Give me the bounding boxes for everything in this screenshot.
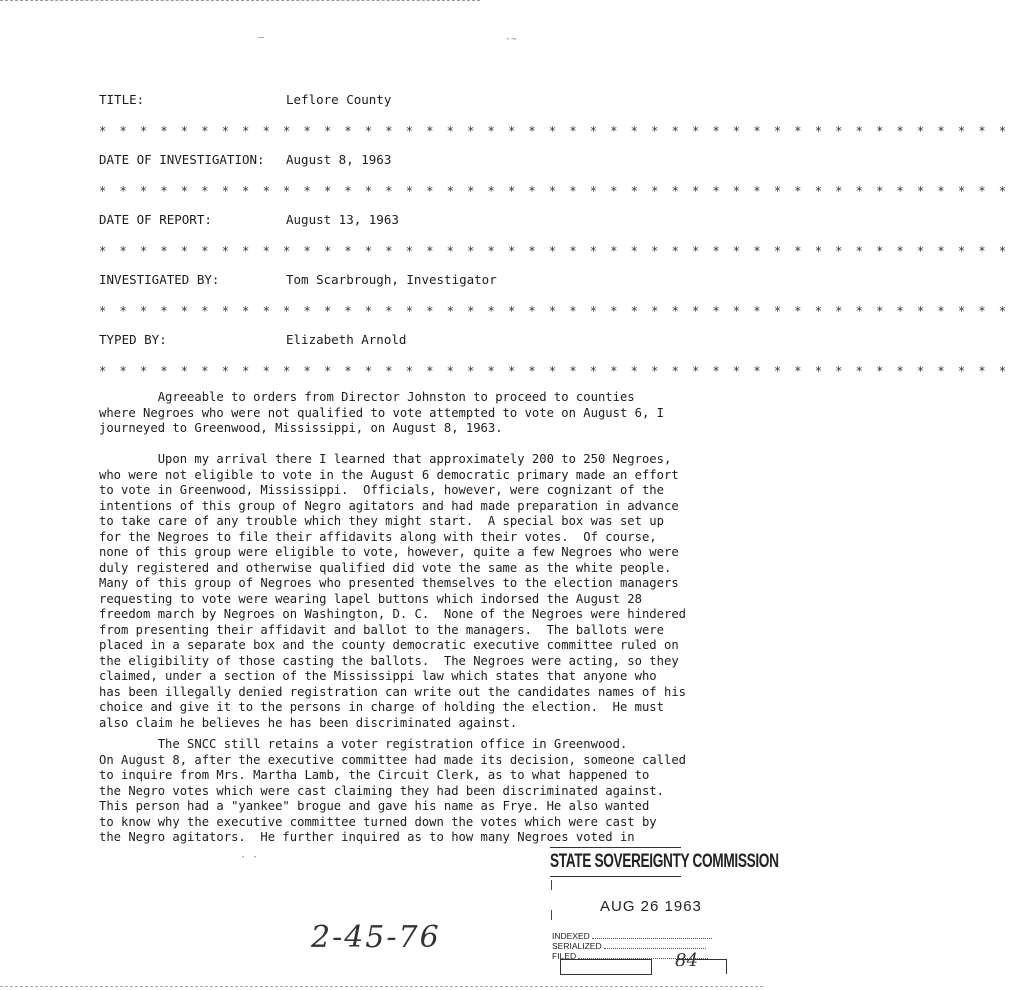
typed-by-label: TYPED BY: xyxy=(99,332,167,347)
body-paragraph-1: Agreeable to orders from Director Johnston to proceed to counties where Negroes who were not qualified to vote attempted to vote on August 6, I journeyed to Greenwood, Mississippi, on August 8, 1963. xyxy=(99,390,664,435)
stamp-indexed-label: INDEXED xyxy=(552,931,590,941)
stamp-filed-label: FILED xyxy=(552,951,577,961)
received-stamp xyxy=(548,845,779,975)
scan-mark: ·~ xyxy=(505,34,518,45)
title-field xyxy=(99,92,392,107)
date-of-report-field xyxy=(99,212,399,227)
title-value: Leflore County xyxy=(286,92,392,107)
separator-stars: * * * * * * * * * * * * * * * * * * * * * * * * * * * * * * * * * * * * * * * * * * * * * xyxy=(99,184,1009,198)
separator-stars: * * * * * * * * * * * * * * * * * * * * * * * * * * * * * * * * * * * * * * * * * * * * * xyxy=(99,304,1009,318)
investigated-by-label: INVESTIGATED BY: xyxy=(99,272,220,287)
stamp-box xyxy=(560,959,652,975)
scan-mark: · · xyxy=(240,852,259,863)
handwritten-serial-code: 2-45-76 xyxy=(311,920,441,955)
investigated-by-value: Tom Scarbrough, Investigator xyxy=(286,272,497,287)
date-of-report-value: August 13, 1963 xyxy=(286,212,399,227)
stamp-tick-mark xyxy=(551,910,552,920)
scan-mark: — xyxy=(258,32,265,43)
typed-by-value: Elizabeth Arnold xyxy=(286,332,407,347)
stamp-serialized-label: SERIALIZED xyxy=(552,941,602,951)
stamp-tick-mark xyxy=(551,880,552,890)
typed-by-field xyxy=(99,332,407,347)
investigated-by-field xyxy=(99,272,497,287)
handwritten-initials: 84 xyxy=(675,950,698,971)
date-of-investigation-value: August 8, 1963 xyxy=(286,152,392,167)
separator-stars: * * * * * * * * * * * * * * * * * * * * * * * * * * * * * * * * * * * * * * * * * * * * * xyxy=(99,124,1009,138)
date-of-investigation-label: DATE OF INVESTIGATION: xyxy=(99,152,265,167)
date-of-investigation-field xyxy=(99,152,392,167)
stamp-date: AUG 26 1963 xyxy=(600,898,702,915)
date-of-report-label: DATE OF REPORT: xyxy=(99,212,212,227)
stamp-title: STATE SOVEREIGNTY COMMISSION xyxy=(550,847,681,877)
body-paragraph-2: Upon my arrival there I learned that approximately 200 to 250 Negroes, who were not eligible to vote in the August 6 democratic primary made an effort to vote in Greenwood, Mississippi. Officials, however, were cognizant of the intentions of this group of Negro agitators and had made preparation in advance to take care of any trouble which they might start. A special box was set up for the Negroes to file their affidavits along with their votes. Of course, none of this group were eligible to vote, however, quite a few Negroes who were duly registered and otherwise qualified did vote the same as the white people. Many of this group of Negroes who presented themselves to the election managers requesting to vote were wearing lapel buttons which indorsed the August 28 freedom march by Negroes on Washington, D. C. None of the Negroes were hindered from presenting their affidavit and ballot to the managers. The ballots were placed in a separate box and the county democratic executive committee ruled on the eligibility of those casting the ballots. The Negroes were acting, so they claimed, under a section of the Mississippi law which states that anyone who has been illegally denied registration can write out the candidates names of his choice and give it to the persons in charge of holding the election. He must also claim he believes he has been discriminated against. xyxy=(99,452,686,730)
title-label: TITLE: xyxy=(99,92,145,107)
scan-bottom-edge xyxy=(0,986,763,988)
separator-stars: * * * * * * * * * * * * * * * * * * * * * * * * * * * * * * * * * * * * * * * * * * * * * xyxy=(99,244,1009,258)
separator-stars: * * * * * * * * * * * * * * * * * * * * * * * * * * * * * * * * * * * * * * * * * * * * * xyxy=(99,364,1009,378)
body-paragraph-3: The SNCC still retains a voter registration office in Greenwood. On August 8, after the executive committee had made its decision, someone called to inquire from Mrs. Martha Lamb, the Circuit Clerk, as to what happened to the Negro votes which were cast claiming they had been discriminated against. This person had a "yankee" brogue and gave his name as Frye. He also wanted to know why the executive committee turned down the votes which were cast by the Negro agitators. He further inquired as to how many Negroes voted in xyxy=(99,737,686,844)
scan-top-edge xyxy=(0,0,480,3)
